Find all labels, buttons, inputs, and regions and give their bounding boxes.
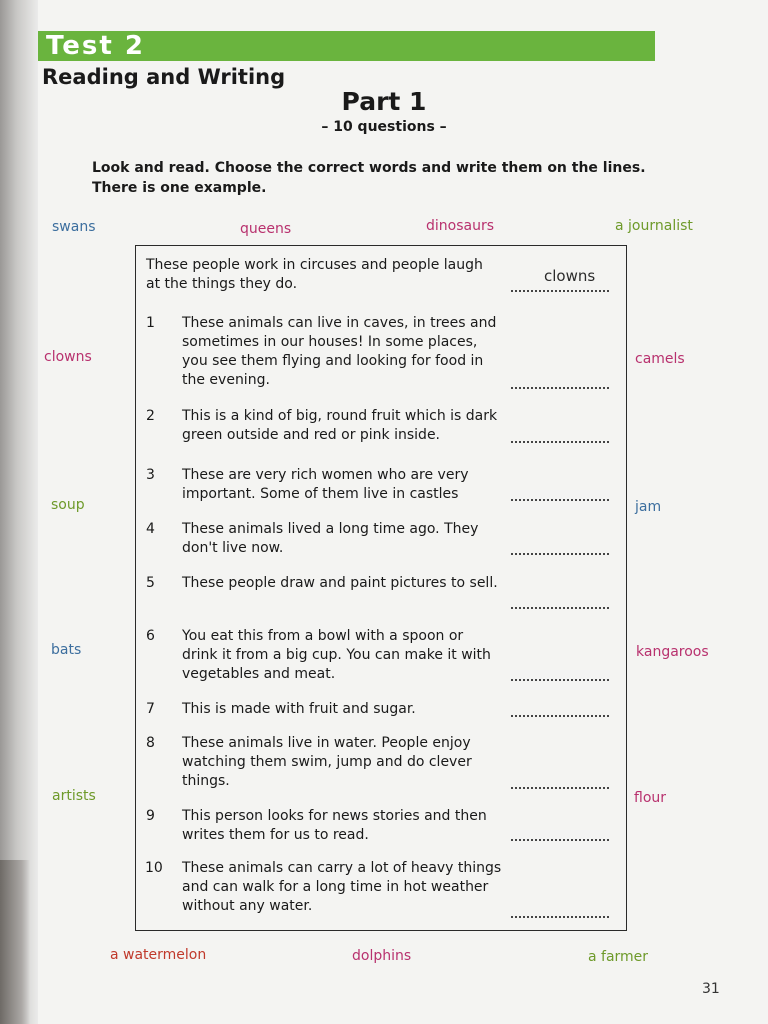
question-text: These animals lived a long time ago. They don't live now. <box>182 521 479 556</box>
question-number: 3 <box>146 467 155 483</box>
instructions-line-2: There is one example. <box>92 180 267 196</box>
question-number: 9 <box>146 808 155 824</box>
question-text: These animals can carry a lot of heavy things and can walk for a long time in hot weather without any water. <box>182 860 502 914</box>
part-title: Part 1 <box>341 87 427 116</box>
part-subtitle: – 10 questions – <box>321 119 447 135</box>
question-number: 10 <box>145 860 163 876</box>
page-number: 31 <box>702 981 720 997</box>
word-dolphins: dolphins <box>352 948 412 964</box>
answer-line-9[interactable] <box>511 839 609 841</box>
example-text: These people work in circuses and people laugh at the things they do. <box>146 257 483 292</box>
word-a-journalist: a journalist <box>615 218 693 234</box>
question-number: 7 <box>146 701 155 717</box>
word-a-farmer: a farmer <box>588 949 649 965</box>
answer-line-2[interactable] <box>511 441 609 443</box>
answer-line-6[interactable] <box>511 679 609 681</box>
question-number: 4 <box>146 521 155 537</box>
question-text: These animals live in water. People enjoy watching them swim, jump and do clever things. <box>182 735 472 789</box>
question-text: You eat this from a bowl with a spoon or drink it from a big cup. You can make it with vegetables and meat. <box>182 628 491 682</box>
word-clowns: clowns <box>44 349 92 365</box>
answer-line-10[interactable] <box>511 916 609 918</box>
answer-line-5[interactable] <box>511 607 609 609</box>
question-number: 1 <box>146 315 155 331</box>
word-jam: jam <box>635 499 662 515</box>
answer-line-1[interactable] <box>511 387 609 389</box>
question-text: These animals can live in caves, in trees and sometimes in our houses! In some places, you see them flying and looking for food in the evening. <box>182 315 497 388</box>
question-number: 2 <box>146 408 155 424</box>
word-artists: artists <box>52 788 96 804</box>
question-text: This person looks for news stories and then writes them for us to read. <box>182 808 487 843</box>
example-answer-line <box>511 290 609 292</box>
question-box <box>135 245 627 931</box>
instructions-line-1: Look and read. Choose the correct words and write them on the lines. <box>92 160 646 176</box>
question-number: 6 <box>146 628 155 644</box>
answer-line-3[interactable] <box>511 499 609 501</box>
word-a-watermelon: a watermelon <box>110 947 207 963</box>
word-dinosaurs: dinosaurs <box>426 218 495 234</box>
question-number: 8 <box>146 735 155 751</box>
answer-line-4[interactable] <box>511 553 609 555</box>
test-title: Test 2 <box>46 31 145 61</box>
instructions <box>92 158 712 198</box>
question-text: This is a kind of big, round fruit which is dark green outside and red or pink inside. <box>182 408 498 443</box>
section-title: Reading and Writing <box>42 65 286 89</box>
answer-line-7[interactable] <box>511 715 609 717</box>
word-bats: bats <box>51 642 82 658</box>
word-flour: flour <box>634 790 667 806</box>
question-text: This is made with fruit and sugar. <box>182 701 416 717</box>
question-number: 5 <box>146 575 155 591</box>
example-answer: clowns <box>544 267 596 285</box>
word-swans: swans <box>52 219 96 235</box>
word-soup: soup <box>51 497 85 513</box>
question-text: These people draw and paint pictures to sell. <box>182 575 498 591</box>
question-text: These are very rich women who are very important. Some of them live in castles <box>182 467 469 502</box>
answer-line-8[interactable] <box>511 787 609 789</box>
word-kangaroos: kangaroos <box>636 644 709 660</box>
word-queens: queens <box>240 221 292 237</box>
word-camels: camels <box>635 351 685 367</box>
book-spine-shadow-dark <box>0 860 30 1024</box>
